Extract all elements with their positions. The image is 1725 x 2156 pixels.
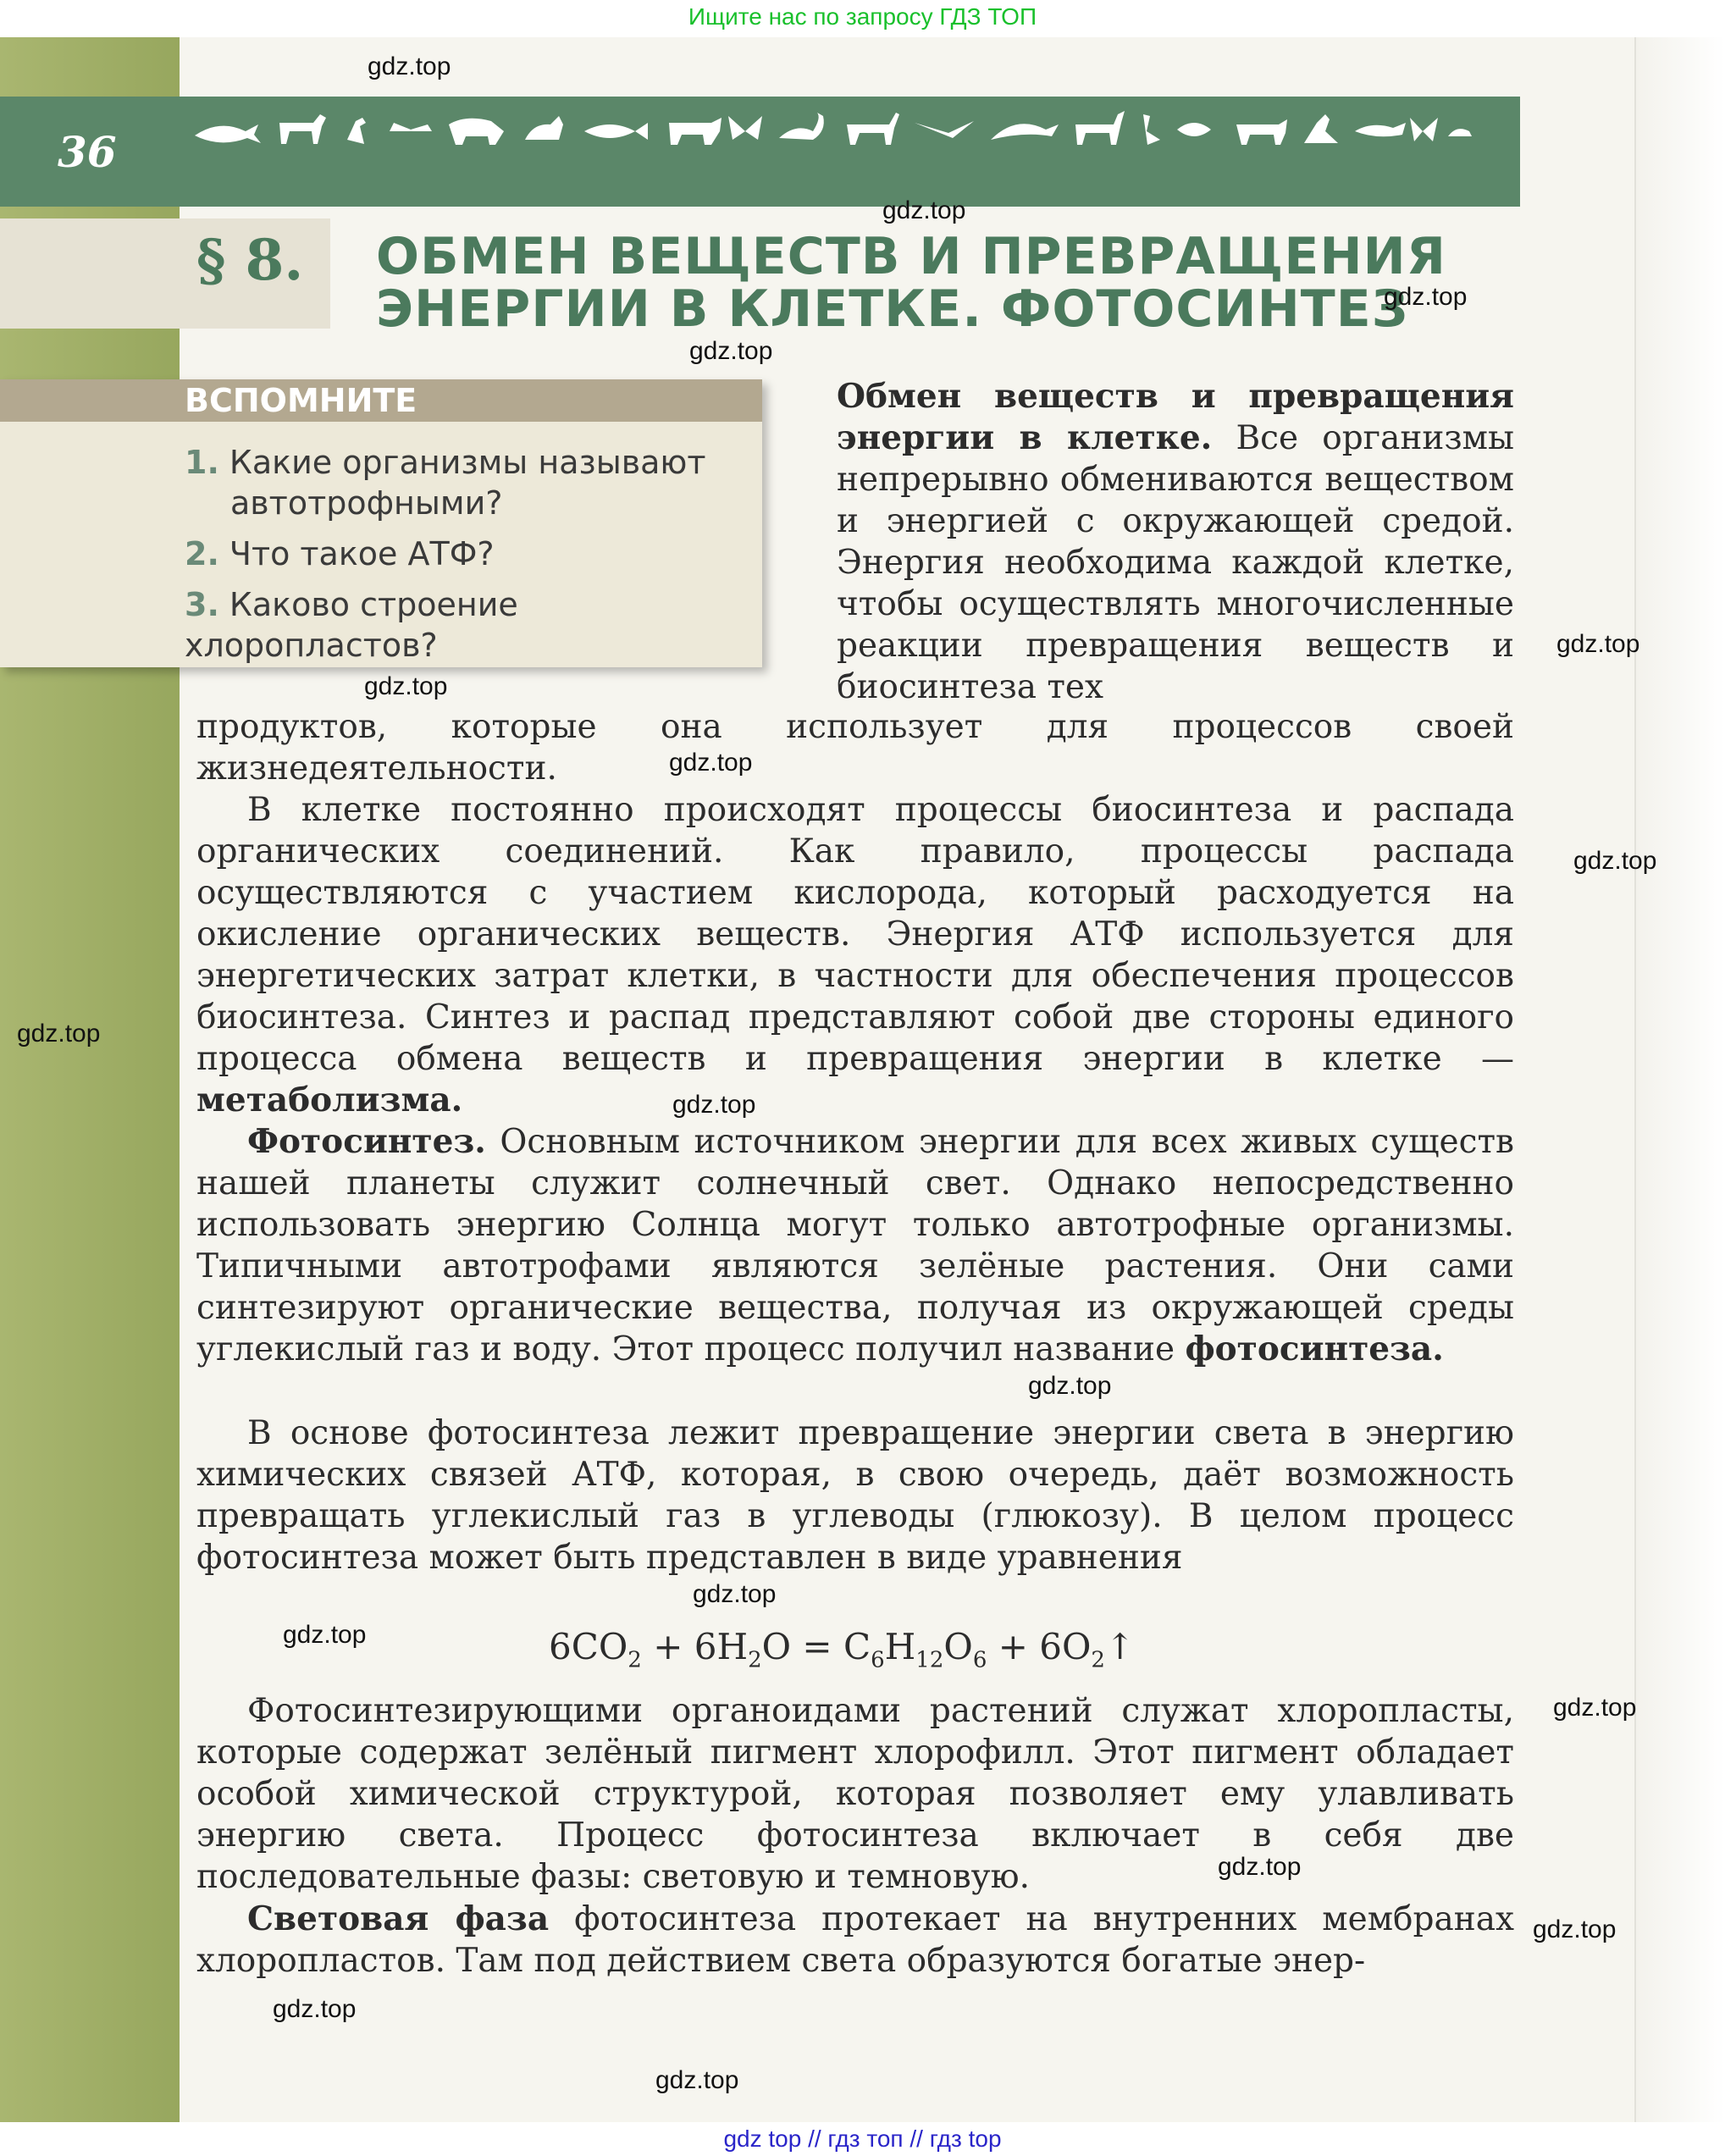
watermark: gdz.top — [273, 1995, 357, 2023]
paragraph-6 — [196, 1899, 1514, 1982]
remember-box — [0, 379, 762, 667]
shark-icon — [1448, 129, 1472, 136]
question-number: 2. — [185, 535, 219, 572]
insect-icon — [390, 123, 432, 144]
term-metabolism: метаболизма. — [196, 1081, 463, 1119]
question-text: Что такое АТФ? — [229, 535, 495, 572]
watermark: gdz.top — [368, 53, 451, 80]
paragraph-body: фотосинтеза протекает на внутренних мембранах хлоропластов. Там под действием света образуются богатые энер- — [196, 1900, 1514, 1980]
watermark: gdz.top — [693, 1580, 777, 1608]
remember-heading: ВСПОМНИТЕ — [0, 379, 762, 422]
horse-icon — [279, 114, 326, 144]
cow-icon — [1236, 119, 1287, 145]
dolphin-icon — [991, 124, 1059, 140]
watermark: gdz.top — [689, 337, 773, 365]
watermark: gdz.top — [1218, 1853, 1302, 1881]
fox-icon — [1355, 123, 1406, 136]
antelope-icon — [847, 113, 899, 145]
watermark: gdz.top — [1533, 1916, 1617, 1943]
swallow-icon — [915, 121, 974, 138]
paragraph-1 — [837, 376, 1514, 708]
watermark: gdz.top — [672, 1091, 756, 1119]
rhino-icon — [669, 118, 722, 145]
beetle-icon — [1177, 123, 1211, 136]
question-1 — [185, 442, 744, 483]
animal-silhouettes-decoration — [186, 106, 1473, 157]
question-text: Каково строение хлоропластов? — [185, 586, 518, 664]
paragraph-3 — [196, 1121, 1514, 1370]
section-title-line1: ОБМЕН ВЕЩЕСТВ И ПРЕВРАЩЕНИЯ — [376, 227, 1446, 286]
paragraph-body: Все организмы непрерывно обмениваются веществом и энергией с окружающей средой. Энергия необходима каждой клетке, чтобы осуществлять многочисленные реакции превращения веществ и биосинтеза тех — [837, 419, 1514, 706]
watermark: gdz.top — [1028, 1372, 1112, 1400]
watermark: gdz.top — [364, 672, 448, 700]
watermark: gdz.top — [283, 1621, 367, 1649]
watermark: gdz.top — [17, 1020, 101, 1048]
watermark: gdz.top — [1553, 1694, 1637, 1722]
page-margin-strip — [0, 37, 180, 2122]
moth-icon — [1410, 118, 1438, 141]
question-2 — [185, 533, 495, 574]
paragraph-4: В основе фотосинтеза лежит превращение энергии света в энергию химических связей АТФ, которая, в свою очередь, даёт возможность превращать углекислый газ в углеводы (глюкозу). В целом процесс фотосинтеза может быть представлен в виде уравнения — [196, 1414, 1514, 1577]
paragraph-5: Фотосинтезирующими органоидами растений служат хлоропласты, которые содержат зелёный пигмент хлорофилл. Этот пигмент обладает особой химической структурой, которая позволяет ему улавливать энергию света. Процесс фотосинтеза включает в себя две последовательные фазы: световую и темновую. — [196, 1692, 1514, 1896]
heron-icon — [1143, 114, 1160, 145]
watermark: gdz.top — [1556, 630, 1640, 658]
watermark: gdz.top — [669, 749, 753, 777]
question-number: 1. — [185, 444, 219, 481]
scorpion-icon — [779, 113, 824, 140]
question-number: 3. — [185, 586, 219, 623]
top-banner: Ищите нас по запросу ГДЗ ТОП — [688, 3, 1037, 30]
watermark: gdz.top — [882, 196, 966, 224]
bison-icon — [449, 119, 504, 145]
question-3 — [185, 584, 762, 666]
question-1-cont: автотрофными? — [230, 484, 503, 522]
page-number: 36 — [58, 127, 117, 177]
bird-icon — [347, 118, 366, 144]
watermark: gdz.top — [1573, 847, 1657, 875]
watermark: gdz.top — [655, 2066, 739, 2094]
paragraph-body: Основным источником энергии для всех живых существ нашей планеты служит солнечный свет. Однако непосредственно использовать энергию Солнца могут только автотрофные организмы. Типичными автотрофами являются зелёные растения. Они сами синтезируют органические вещества, получая из окружающей среды углекислый газ и воду. Этот процесс получил название — [196, 1123, 1515, 1368]
bottom-banner: gdz top // гдз топ // гдз top — [723, 2126, 1002, 2152]
watermark: gdz.top — [1384, 283, 1468, 311]
butterfly-icon — [728, 116, 762, 140]
kangaroo-icon — [1304, 114, 1338, 143]
section-title-line2: ЭНЕРГИИ В КЛЕТКЕ. ФОТОСИНТЕЗ — [376, 279, 1409, 339]
cat-icon — [525, 116, 563, 140]
paragraph-1-tail: продуктов, которые она использует для процессов своей жизнедеятельности. — [196, 708, 1514, 788]
fish-icon — [584, 123, 648, 140]
paragraph-2 — [196, 789, 1514, 1121]
paragraph-lead: Фотосинтез. — [247, 1122, 486, 1161]
section-number: § 8. — [196, 227, 304, 293]
paragraph-body: В клетке постоянно происходят процессы биосинтеза и распада органических соединений. Как правило, процессы распада осуществляются с участием кислорода, который расходуется на окисление органических веществ. Энергия АТФ используется для энергетических затрат клетки, в частности для обеспечения процессов биосинтеза. Синтез и распад представляют собой две стороны единого процесса обмена веществ и превращения энергии в клетке — — [196, 791, 1514, 1078]
question-text: Какие организмы называют — [229, 444, 706, 481]
whale-icon — [195, 124, 261, 143]
paragraph-lead: Обмен веществ и превращения энергии в клетке. — [837, 377, 1514, 457]
term-photosynthesis: фотосинтеза. — [1185, 1330, 1444, 1368]
photosynthesis-equation: $6CO_2 + 6H_2O = C_6H_{12}O_6$ + $6O_2↑$ — [549, 1626, 1136, 1673]
deer-icon — [1075, 111, 1125, 145]
term-light-phase: Световая фаза — [247, 1899, 550, 1938]
page-edge — [1634, 37, 1725, 2122]
